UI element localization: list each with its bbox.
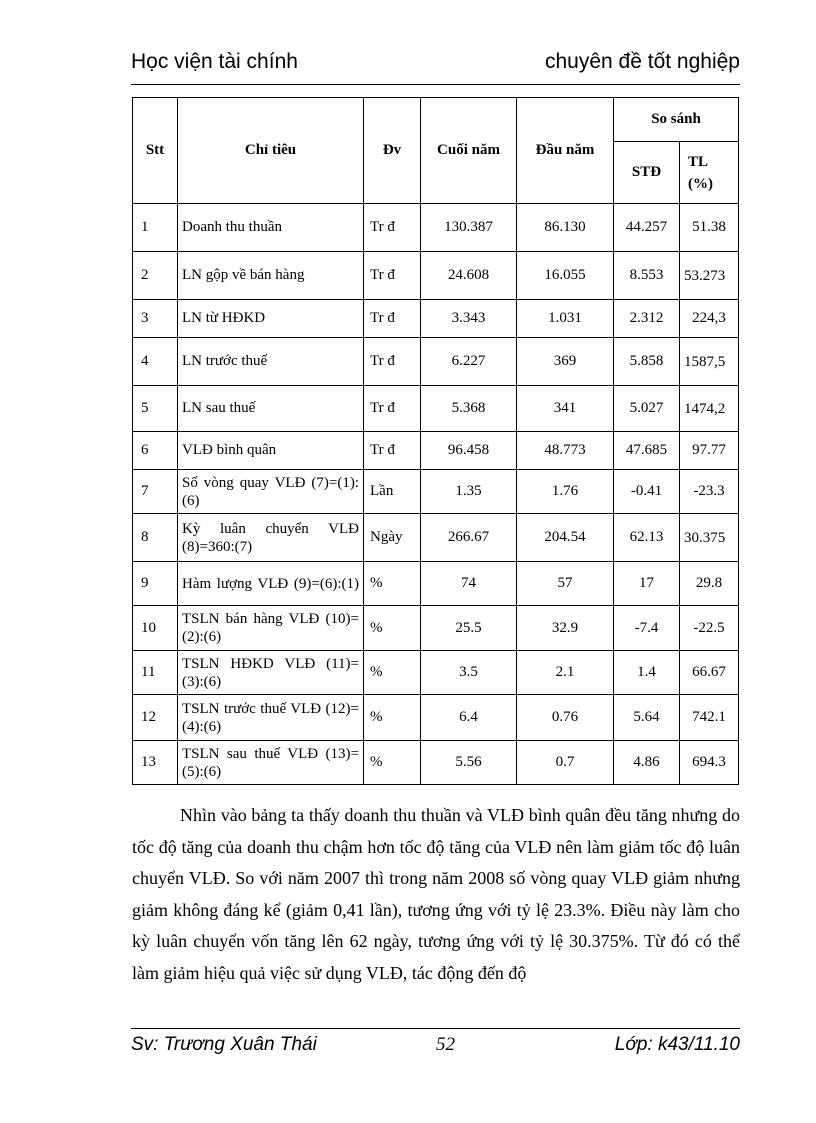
- cell-cuoi-nam: 1.35: [421, 470, 517, 514]
- cell-std: 2.312: [614, 300, 680, 338]
- cell-std: 44.257: [614, 204, 680, 252]
- cell-tl: 224,3: [680, 300, 739, 338]
- cell-dau-nam: 1.031: [517, 300, 614, 338]
- cell-chi-tieu: TSLN bán hàng VLĐ (10)=(2):(6): [178, 606, 364, 651]
- comparison-table: [132, 97, 739, 785]
- table-body: [133, 204, 739, 785]
- cell-tl: 97.77: [680, 432, 739, 470]
- footer-page-number: 52: [436, 1034, 455, 1055]
- cell-tl: -22.5: [680, 606, 739, 651]
- table-row: [133, 204, 739, 252]
- cell-tl: -23.3: [680, 470, 739, 514]
- header-std: STĐ: [614, 142, 680, 204]
- table-row: [133, 432, 739, 470]
- footer-student: Sv: Trương Xuân Thái: [131, 1034, 317, 1055]
- cell-std: 62.13: [614, 514, 680, 562]
- cell-chi-tieu: LN sau thuế: [178, 386, 364, 432]
- cell-tl: 742.1: [680, 695, 739, 741]
- cell-dv: Tr đ: [364, 386, 421, 432]
- cell-dv: Tr đ: [364, 432, 421, 470]
- cell-dv: Ngày: [364, 514, 421, 562]
- cell-cuoi-nam: 3.343: [421, 300, 517, 338]
- table-row: [133, 695, 739, 741]
- cell-dau-nam: 86.130: [517, 204, 614, 252]
- cell-std: 17: [614, 562, 680, 606]
- cell-chi-tieu: TSLN sau thuế VLĐ (13)=(5):(6): [178, 741, 364, 785]
- cell-std: -0.41: [614, 470, 680, 514]
- cell-dv: %: [364, 741, 421, 785]
- cell-chi-tieu: Số vòng quay VLĐ (7)=(1):(6): [178, 470, 364, 514]
- cell-stt: 7: [133, 470, 178, 514]
- cell-dv: %: [364, 562, 421, 606]
- cell-tl: 66.67: [680, 651, 739, 695]
- cell-cuoi-nam: 3.5: [421, 651, 517, 695]
- cell-cuoi-nam: 5.368: [421, 386, 517, 432]
- cell-cuoi-nam: 266.67: [421, 514, 517, 562]
- table-row: [133, 606, 739, 651]
- header-stt: Stt: [133, 98, 178, 204]
- cell-chi-tieu: LN gộp về bán hàng: [178, 252, 364, 300]
- table-row: [133, 252, 739, 300]
- cell-stt: 13: [133, 741, 178, 785]
- header-document-type: chuyên đề tốt nghiệp: [545, 50, 740, 73]
- cell-dau-nam: 369: [517, 338, 614, 386]
- cell-chi-tieu: LN từ HĐKD: [178, 300, 364, 338]
- header-so-sanh: So sánh: [614, 98, 739, 142]
- cell-chi-tieu: Doanh thu thuần: [178, 204, 364, 252]
- cell-stt: 6: [133, 432, 178, 470]
- cell-dv: %: [364, 651, 421, 695]
- body-paragraph-block: [132, 800, 740, 990]
- footer-class: Lớp: k43/11.10: [614, 1034, 740, 1055]
- cell-dv: %: [364, 606, 421, 651]
- cell-dv: Tr đ: [364, 204, 421, 252]
- cell-stt: 1: [133, 204, 178, 252]
- cell-tl: 29.8: [680, 562, 739, 606]
- header-tl: TL (%): [680, 142, 739, 204]
- cell-chi-tieu: Kỳ luân chuyển VLĐ (8)=360:(7): [178, 514, 364, 562]
- cell-dv: Lần: [364, 470, 421, 514]
- cell-dv: Tr đ: [364, 300, 421, 338]
- table-row: [133, 338, 739, 386]
- cell-tl: 30.375: [680, 514, 739, 562]
- table-row: [133, 300, 739, 338]
- cell-dau-nam: 0.76: [517, 695, 614, 741]
- cell-tl: 53.273: [680, 252, 739, 300]
- cell-tl: 694.3: [680, 741, 739, 785]
- cell-dv: Tr đ: [364, 252, 421, 300]
- body-paragraph: Nhìn vào bảng ta thấy doanh thu thuần và VLĐ bình quân đều tăng nhưng do tốc độ tăng của doanh thu chậm hơn tốc độ tăng của VLĐ nên làm giảm tốc độ luân chuyển VLĐ. So với năm 2007 thì trong năm 2008 số vòng quay VLĐ giảm nhưng giảm không đáng kể (giảm 0,41 lần), tương ứng với tỷ lệ 23.3%. Điều này làm cho kỳ luân chuyển vốn tăng lên 62 ngày, tương ứng với tỷ lệ 30.375%. Từ đó có thể làm giảm hiệu quả việc sử dụng VLĐ, tác động đến độ: [132, 805, 740, 983]
- cell-cuoi-nam: 24.608: [421, 252, 517, 300]
- cell-dau-nam: 48.773: [517, 432, 614, 470]
- cell-tl: 1474,2: [680, 386, 739, 432]
- cell-std: 5.64: [614, 695, 680, 741]
- cell-dv: %: [364, 695, 421, 741]
- cell-stt: 3: [133, 300, 178, 338]
- header-cuoi-nam: Cuối năm: [421, 98, 517, 204]
- header-chi-tieu: Chỉ tiêu: [178, 98, 364, 204]
- cell-dau-nam: 2.1: [517, 651, 614, 695]
- table-row: [133, 562, 739, 606]
- cell-dau-nam: 57: [517, 562, 614, 606]
- cell-cuoi-nam: 96.458: [421, 432, 517, 470]
- header-rule: [131, 84, 740, 85]
- cell-stt: 8: [133, 514, 178, 562]
- cell-std: 1.4: [614, 651, 680, 695]
- cell-dau-nam: 1.76: [517, 470, 614, 514]
- cell-std: -7.4: [614, 606, 680, 651]
- cell-dau-nam: 341: [517, 386, 614, 432]
- cell-dv: Tr đ: [364, 338, 421, 386]
- cell-stt: 12: [133, 695, 178, 741]
- cell-dau-nam: 32.9: [517, 606, 614, 651]
- cell-stt: 9: [133, 562, 178, 606]
- cell-cuoi-nam: 6.4: [421, 695, 517, 741]
- cell-stt: 2: [133, 252, 178, 300]
- table-row: [133, 470, 739, 514]
- cell-cuoi-nam: 130.387: [421, 204, 517, 252]
- table-row: [133, 386, 739, 432]
- cell-chi-tieu: LN trước thuế: [178, 338, 364, 386]
- header-institution: Học viện tài chính: [131, 50, 298, 73]
- cell-stt: 10: [133, 606, 178, 651]
- cell-cuoi-nam: 5.56: [421, 741, 517, 785]
- cell-cuoi-nam: 6.227: [421, 338, 517, 386]
- table-row: [133, 514, 739, 562]
- footer-rule: [131, 1028, 740, 1029]
- cell-chi-tieu: TSLN HĐKD VLĐ (11)=(3):(6): [178, 651, 364, 695]
- table-row: [133, 741, 739, 785]
- cell-tl: 1587,5: [680, 338, 739, 386]
- cell-std: 4.86: [614, 741, 680, 785]
- cell-stt: 5: [133, 386, 178, 432]
- cell-cuoi-nam: 74: [421, 562, 517, 606]
- cell-tl: 51.38: [680, 204, 739, 252]
- cell-stt: 11: [133, 651, 178, 695]
- cell-chi-tieu: TSLN trước thuế VLĐ (12)=(4):(6): [178, 695, 364, 741]
- cell-dau-nam: 16.055: [517, 252, 614, 300]
- cell-dau-nam: 204.54: [517, 514, 614, 562]
- cell-std: 5.027: [614, 386, 680, 432]
- cell-cuoi-nam: 25.5: [421, 606, 517, 651]
- cell-std: 8.553: [614, 252, 680, 300]
- header-dau-nam: Đầu năm: [517, 98, 614, 204]
- table-row: [133, 651, 739, 695]
- cell-std: 5.858: [614, 338, 680, 386]
- cell-stt: 4: [133, 338, 178, 386]
- cell-chi-tieu: Hàm lượng VLĐ (9)=(6):(1): [178, 562, 364, 606]
- page-header: [131, 50, 740, 80]
- cell-dau-nam: 0.7: [517, 741, 614, 785]
- page-footer: [131, 1034, 740, 1060]
- cell-chi-tieu: VLĐ bình quân: [178, 432, 364, 470]
- header-dv: Đv: [364, 98, 421, 204]
- cell-std: 47.685: [614, 432, 680, 470]
